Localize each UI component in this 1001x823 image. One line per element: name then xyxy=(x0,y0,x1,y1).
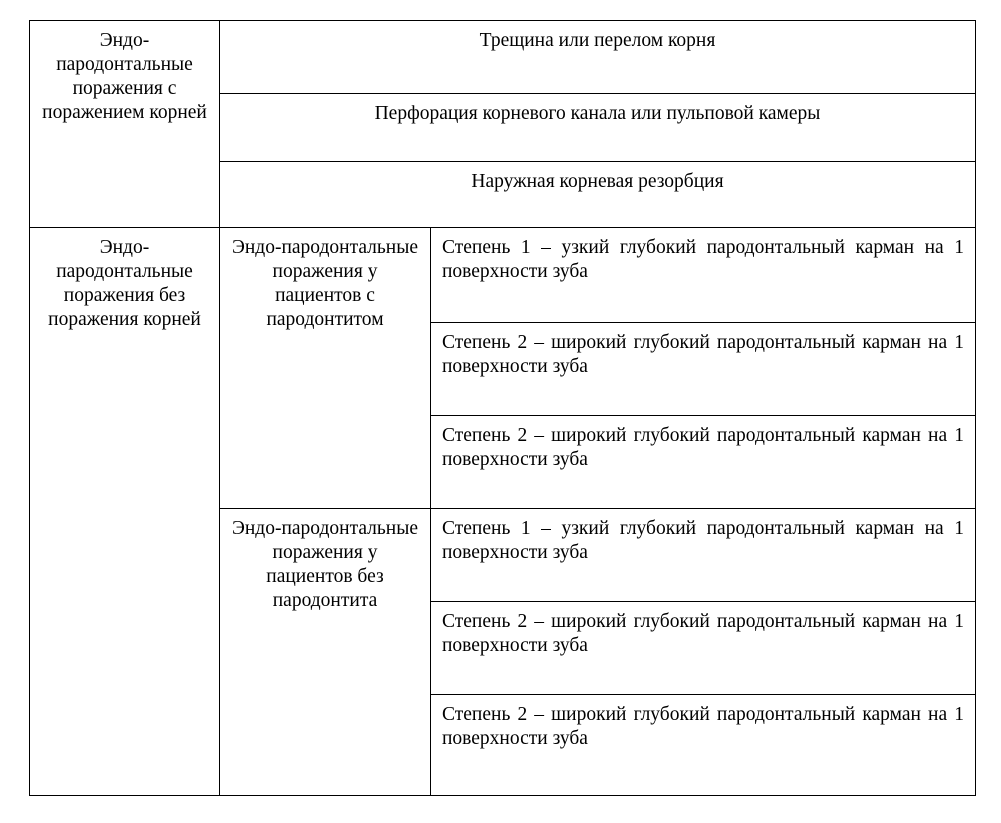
subcategory-cell-without-periodontitis xyxy=(220,509,431,796)
grade-label-with-periodontitis-1: Степень 1 – узкий глубокий пародонтальный карман на 1 поверхности зуба xyxy=(442,237,964,283)
category-cell-with-root-involvement xyxy=(30,21,220,228)
lesion-cell-external-root-resorption xyxy=(220,162,976,228)
grade-label-without-periodontitis-2: Степень 2 – широкий глубокий пародонтальный карман на 1 поверхности зуба xyxy=(442,611,964,657)
lesion-label-canal-or-pulp-chamber-perforation: Перфорация корневого канала или пульповой камеры xyxy=(374,103,821,124)
grade-cell-with-periodontitis-1 xyxy=(431,228,976,323)
lesion-label-root-crack-or-fracture: Трещина или перелом корня xyxy=(479,30,716,51)
grade-label-without-periodontitis-1: Степень 1 – узкий глубокий пародонтальный карман на 1 поверхности зуба xyxy=(442,518,964,564)
category-label-without-root-involvement: Эндо-пародонтальные поражения без поражения корней xyxy=(48,237,201,331)
grade-label-without-periodontitis-3: Степень 2 – широкий глубокий пародонтальный карман на 1 поверхности зуба xyxy=(442,704,964,750)
endo-periodontal-lesions-classification-table xyxy=(29,20,976,796)
lesion-cell-root-crack-or-fracture xyxy=(220,21,976,94)
lesion-cell-canal-or-pulp-chamber-perforation xyxy=(220,94,976,162)
lesion-label-external-root-resorption: Наружная корневая резорбция xyxy=(471,171,724,192)
grade-label-with-periodontitis-2: Степень 2 – широкий глубокий пародонтальный карман на 1 поверхности зуба xyxy=(442,332,964,378)
grade-label-with-periodontitis-3: Степень 2 – широкий глубокий пародонтальный карман на 1 поверхности зуба xyxy=(442,425,964,471)
subcategory-label-with-periodontitis: Эндо-пародонтальные поражения у пациентов с пародонтитом xyxy=(231,237,418,331)
grade-cell-with-periodontitis-2 xyxy=(431,323,976,416)
grade-cell-without-periodontitis-1 xyxy=(431,509,976,602)
table-row xyxy=(30,228,976,323)
category-label-with-root-involvement: Эндо-пародонтальные поражения с поражением корней xyxy=(42,30,207,124)
table-row xyxy=(30,21,976,94)
grade-cell-without-periodontitis-3 xyxy=(431,695,976,796)
subcategory-label-without-periodontitis: Эндо-пародонтальные поражения у пациентов без пародонтита xyxy=(231,518,418,612)
grade-cell-without-periodontitis-2 xyxy=(431,602,976,695)
grade-cell-with-periodontitis-3 xyxy=(431,416,976,509)
category-cell-without-root-involvement xyxy=(30,228,220,796)
subcategory-cell-with-periodontitis xyxy=(220,228,431,509)
